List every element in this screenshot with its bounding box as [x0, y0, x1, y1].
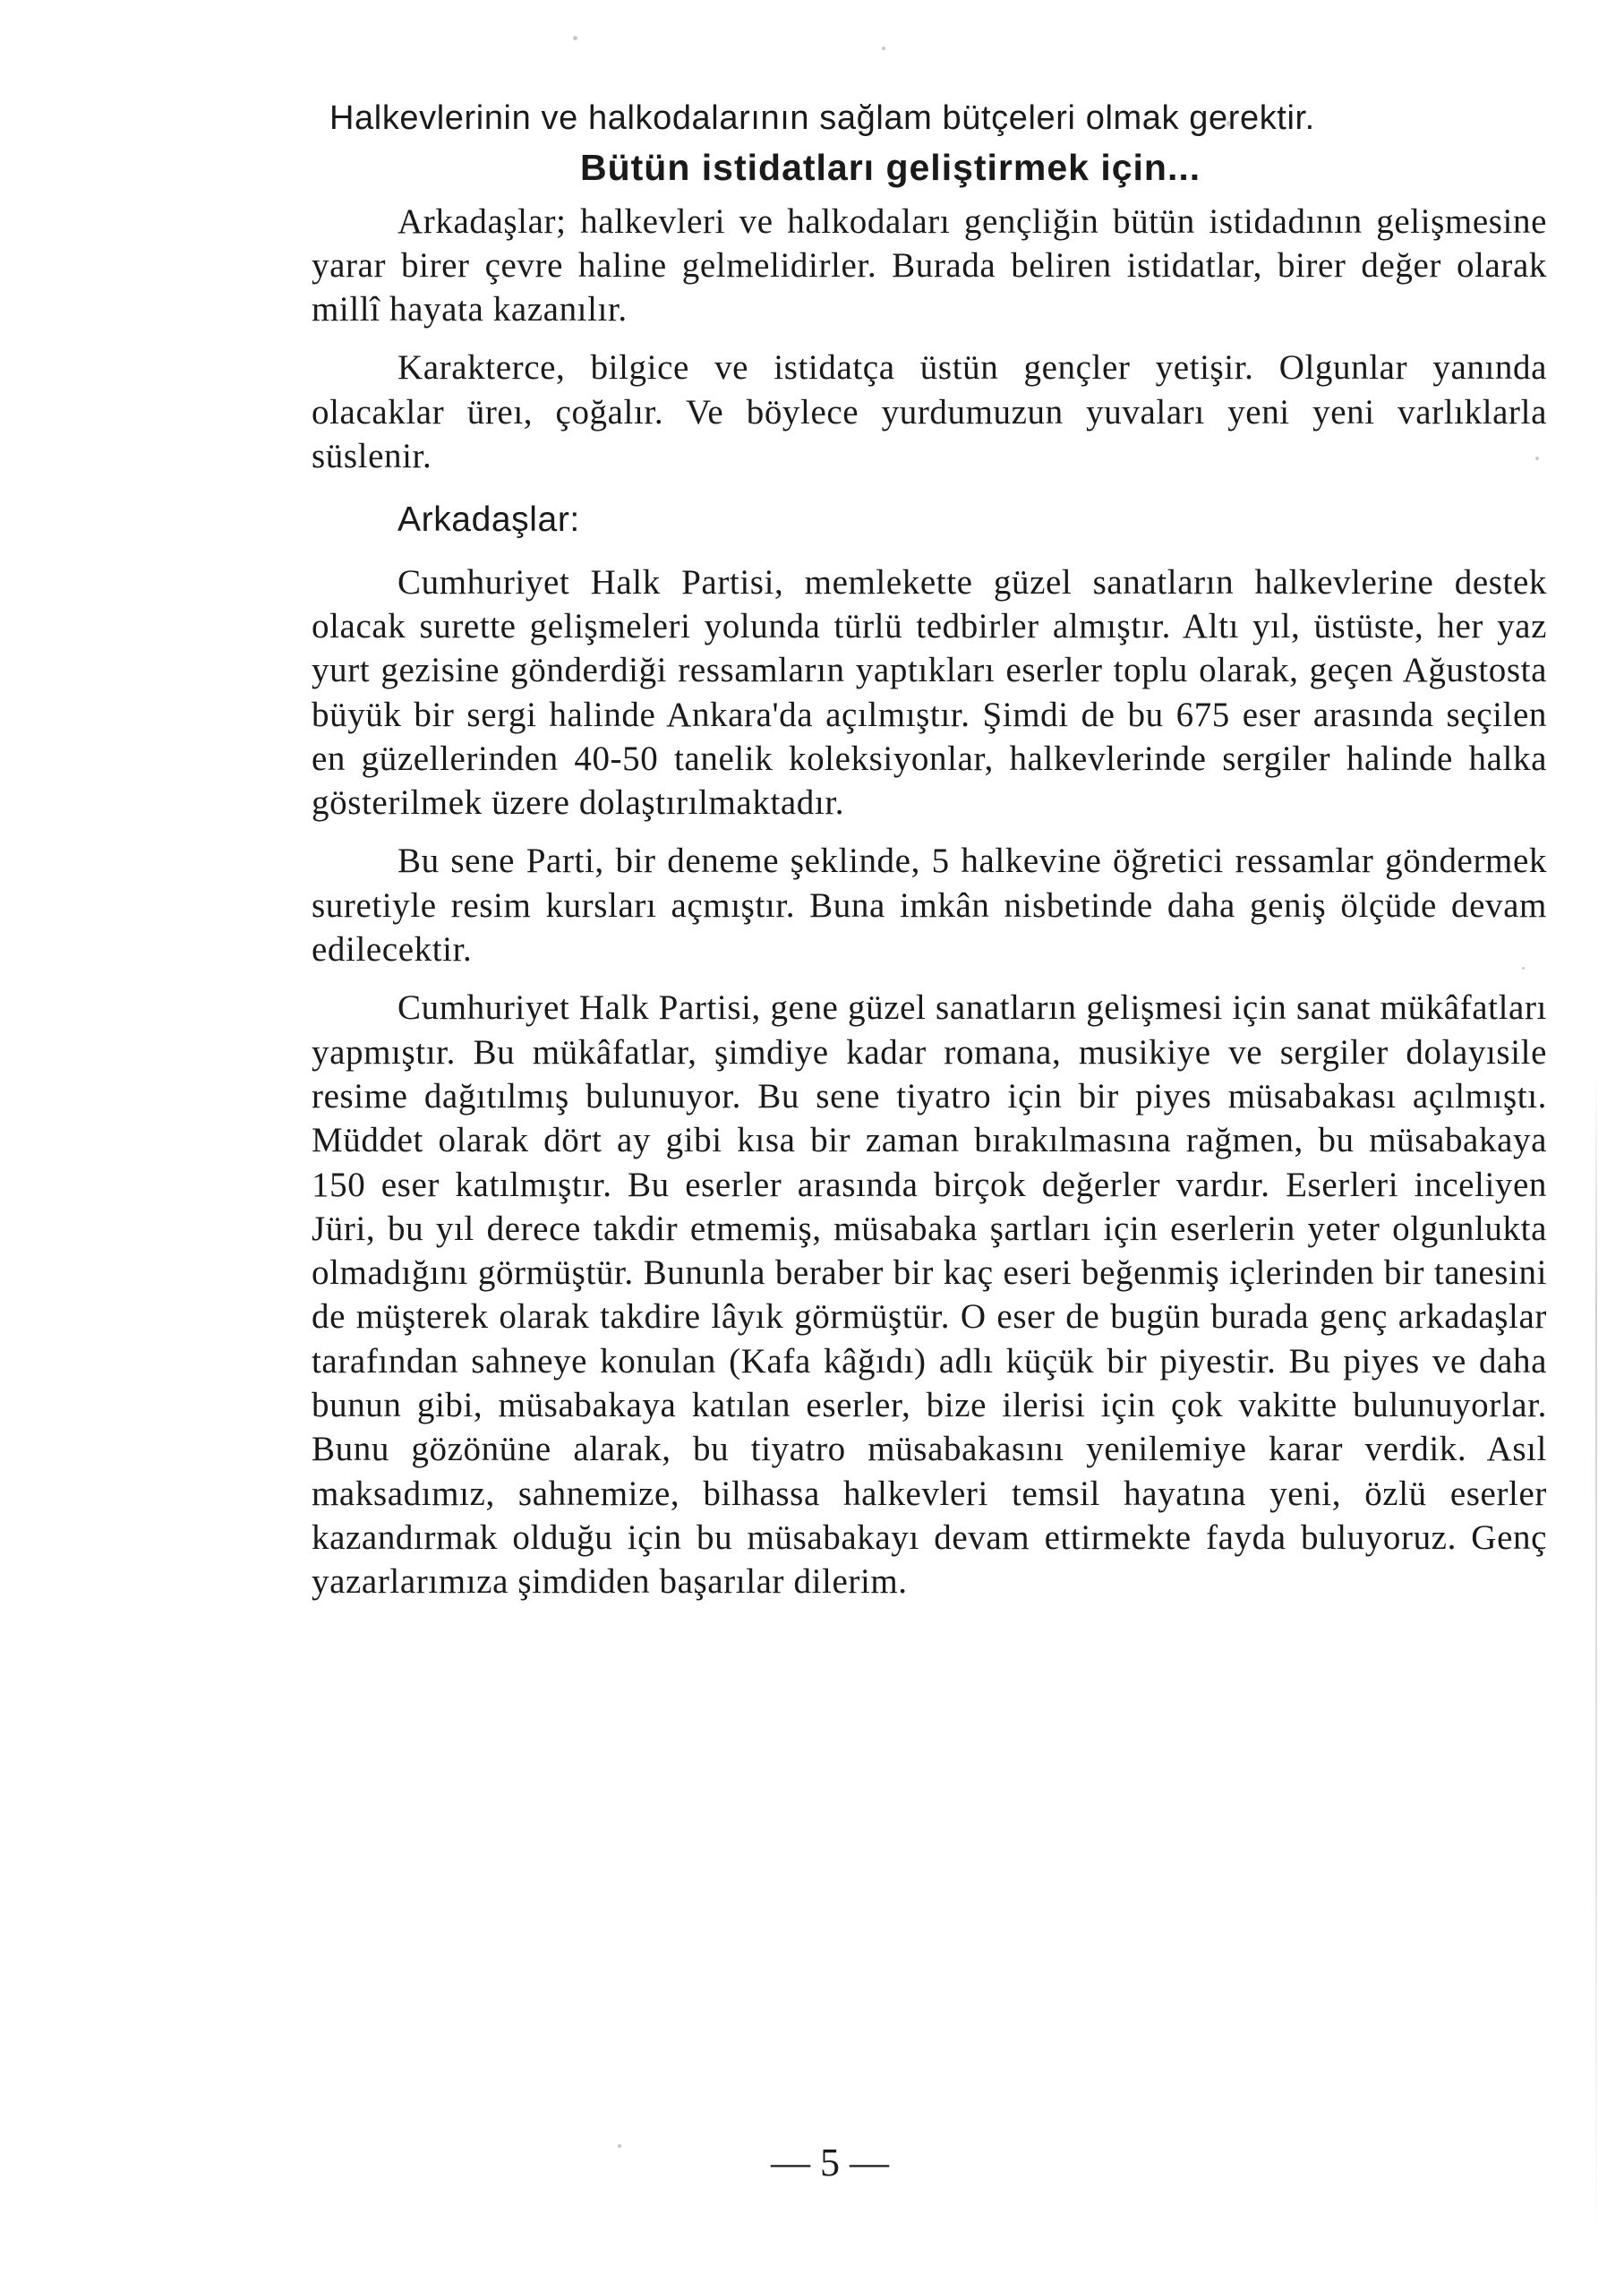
document-body	[312, 97, 1547, 1604]
body-paragraph-1: Arkadaşlar; halkevleri ve halkodaları gençliğin bütün istidadının gelişmesine yarar birer çevre haline gelmelidirler. Burada beliren istidatlar, birer değer olarak millî hayata kazanılır.	[312, 201, 1547, 329]
section-heading: Bütün istidatları geliştirmek için...	[580, 147, 1201, 189]
paragraph-gap	[312, 971, 1547, 986]
body-paragraph-2: Karakterce, bilgice ve istidatça üstün gençler yetişir. Olgunlar yanında olacaklar üreı, çoğalır. Ve böylece yurdumuzun yuvaları yeni yeni varlıklarla süslenir.	[312, 348, 1547, 476]
paragraph-gap	[312, 478, 1547, 492]
lead-paragraph: Halkevlerinin ve halkodalarının sağlam bütçeleri olmak gerektir.	[329, 99, 1315, 137]
scan-speck	[882, 47, 885, 50]
paragraph-gap	[312, 331, 1547, 346]
address-line: Arkadaşlar:	[397, 500, 580, 540]
scan-speck	[573, 36, 577, 40]
paragraph-gap	[312, 825, 1547, 839]
paragraph-gap	[312, 546, 1547, 560]
page-number: — 5 —	[771, 2141, 889, 2184]
body-paragraph-3: Cumhuriyet Halk Partisi, memlekette güzel sanatların halkevlerine destek olacak surette gelişmeleri yolunda türlü tedbirler almıştır. Altı yıl, üstüste, her yaz yurt gezisine gönderdiği ressamların yaptıkları eserler toplu olarak, geçen Ağustosta büyük bir sergi halinde Ankara'da açılmıştır. Şimdi de bu 675 eser arasında seçilen en güzellerinden 40-50 tanelik koleksiyonlar, halkevlerinde sergiler halinde halka gösterilmek üzere dolaştırılmaktadır.	[312, 562, 1547, 823]
body-paragraph-4: Bu sene Parti, bir deneme şeklinde, 5 halkevine öğretici ressamlar göndermek suretiyle resim kursları açmıştır. Buna imkân nisbetinde daha geniş ölçüde devam edilecektir.	[312, 842, 1547, 970]
scan-edge-shadow	[1595, 1074, 1597, 2238]
body-paragraph-5: Cumhuriyet Halk Partisi, gene güzel sanatların gelişmesi için sanat mükâfatları yapmıştır. Bu mükâfatlar, şimdiye kadar romana, musikiye ve sergiler dolayısile resime dağıtılmış bulunuyor. Bu sene tiyatro için bir piyes müsabakası açılmıştı. Müddet olarak dört ay gibi kısa bir zaman bırakılmasına rağmen, bu müsabakaya 150 eser katılmıştır. Bu eserler arasında birçok değerler vardır. Eserleri inceliyen Jüri, bu yıl derece takdir etmemiş, müsabaka şartları için eserlerin yeter olgunlukta olmadığını görmüştür. Bununla beraber bir kaç eseri beğenmiş içlerinden bir tanesini de müşterek olarak takdire lâyık görmüştür. O eser de bugün burada genç arkadaşlar tarafından sahneye konulan (Kafa kâğıdı) adlı küçük bir piyestir. Bu piyes ve daha bunun gibi, müsabakaya katılan eserler, bize ilerisi için çok vakitte bulunuyorlar. Bunu gözönüne alarak, bu tiyatro müsabakasını yenilemiye karar verdik. Asıl maksadımız, sahnemize, bilhassa halkevleri temsil hayatına yeni, özlü eserler kazandırmak olduğu için bu müsabakayı devam ettirmekte fayda buluyoruz. Genç yazarlarımıza şimdiden başarılar dilerim.	[312, 988, 1547, 1602]
